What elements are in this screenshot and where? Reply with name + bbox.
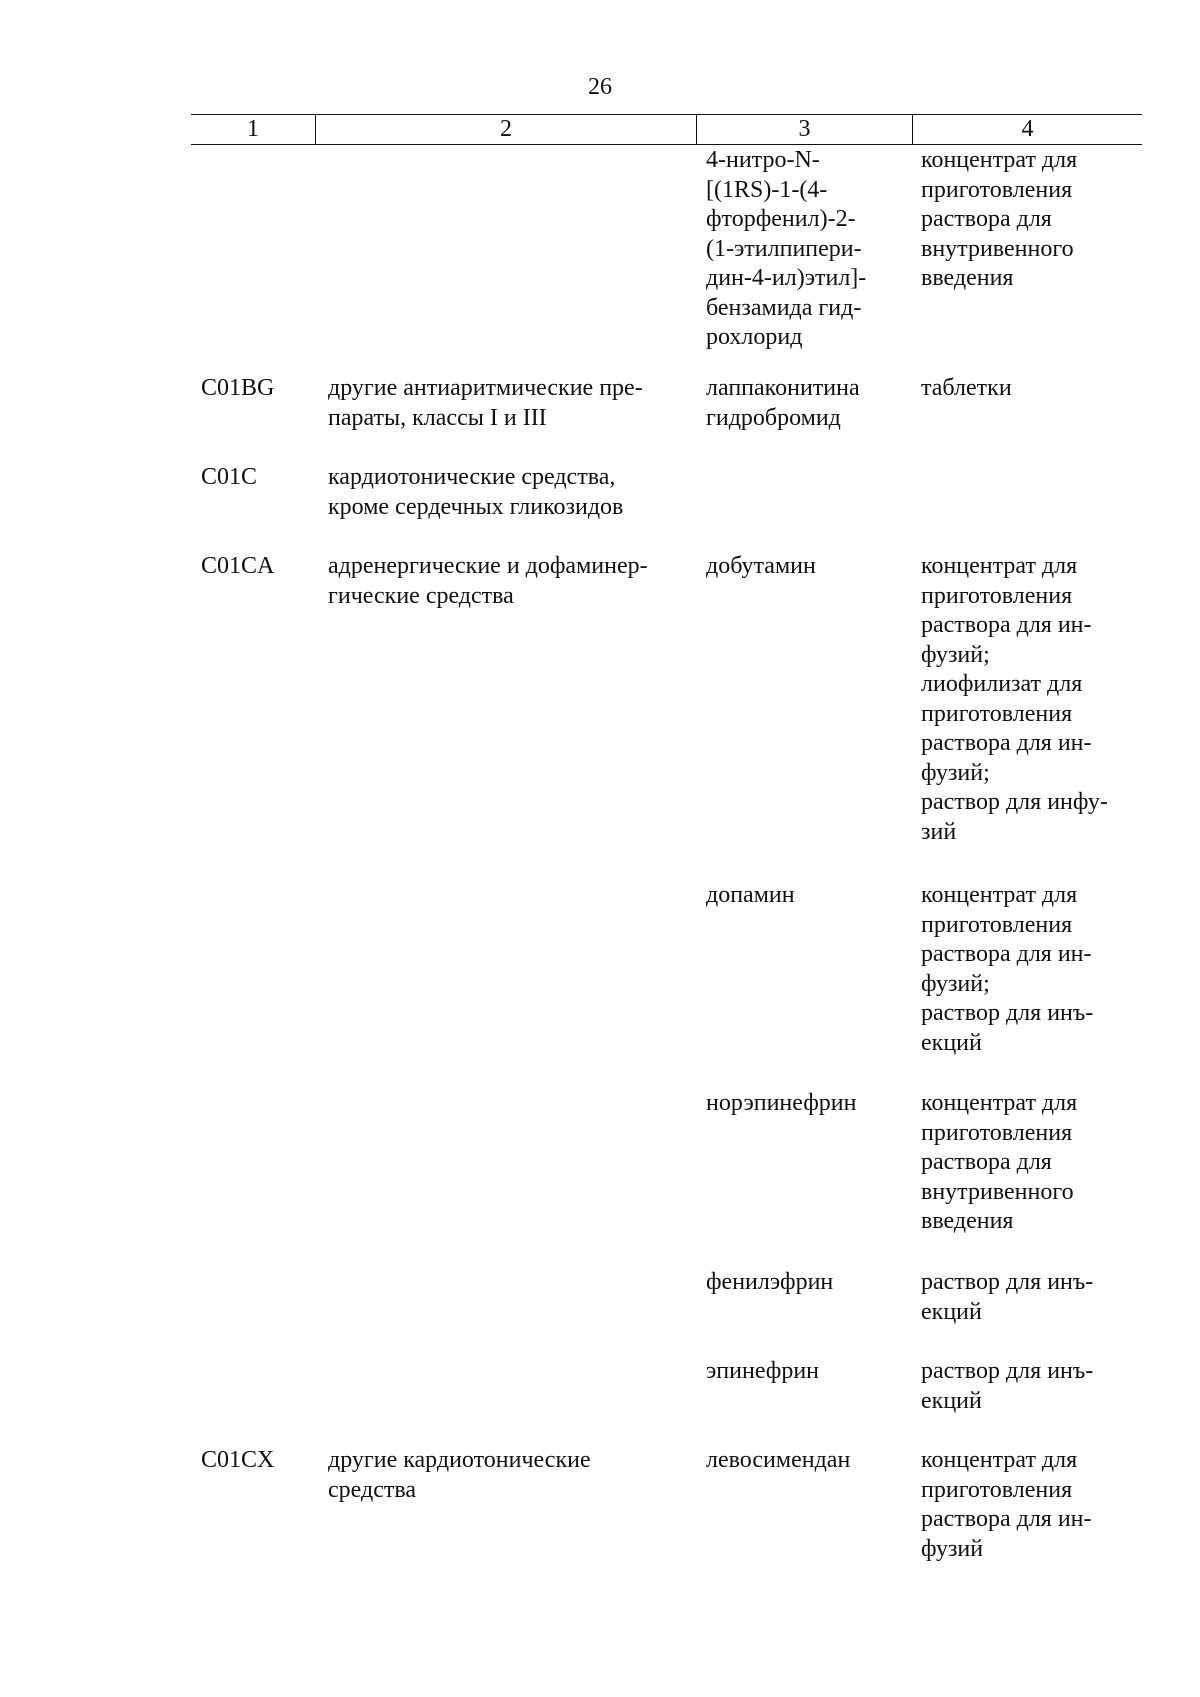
pharmacological-group: другие антиаритмические пре- параты, классы I и III: [328, 375, 643, 431]
dosage-form: концентрат для приготовления раствора для ин- фузий; лиофилизат для приготовления раствора для ин- фузий; раствор для инфу- зий: [921, 553, 1108, 845]
dosage-form: концентрат для приготовления раствора для внутривенного введения: [921, 147, 1078, 291]
dosage-form: концентрат для приготовления раствора для ин- фузий; раствор для инъ- екций: [921, 882, 1094, 1056]
substance-name: 4-нитро-N- [(1RS)-1-(4- фторфенил)-2- (1-этилпипери- дин-4-ил)этил]- бензамида гид- рохлорид: [706, 147, 867, 350]
pharmacological-group: кардиотонические средства, кроме сердечных гликозидов: [328, 464, 624, 520]
dosage-form: таблетки: [921, 375, 1012, 401]
substance-name: эпинефрин: [706, 1358, 820, 1384]
substance-name: добутамин: [706, 553, 816, 579]
substance-name: лаппаконитина гидробромид: [706, 375, 860, 431]
pharmacological-group: адренергические и дофаминер- гические средства: [328, 553, 648, 609]
header-col-4: 4: [912, 115, 1142, 144]
substance-name: левосимендан: [706, 1447, 851, 1473]
pharmacological-group: другие кардиотонические средства: [328, 1447, 591, 1503]
header-col-2: 2: [315, 115, 696, 144]
atc-code: C01C: [201, 464, 258, 490]
atc-code: C01CX: [201, 1447, 275, 1473]
dosage-form: раствор для инъ- екций: [921, 1269, 1094, 1325]
atc-code: C01CA: [201, 553, 275, 579]
substance-name: норэпинефрин: [706, 1090, 857, 1116]
page-number: 26: [588, 74, 612, 100]
header-col-1: 1: [247, 116, 259, 142]
atc-code: C01BG: [201, 375, 275, 401]
substance-name: фенилэфрин: [706, 1269, 834, 1295]
header-col-3: 3: [696, 115, 912, 144]
dosage-form: концентрат для приготовления раствора для внутривенного введения: [921, 1090, 1078, 1234]
substance-name: допамин: [706, 882, 795, 908]
dosage-form: концентрат для приготовления раствора для ин- фузий: [921, 1447, 1092, 1562]
dosage-form: раствор для инъ- екций: [921, 1358, 1094, 1414]
table-header: [191, 114, 1142, 145]
